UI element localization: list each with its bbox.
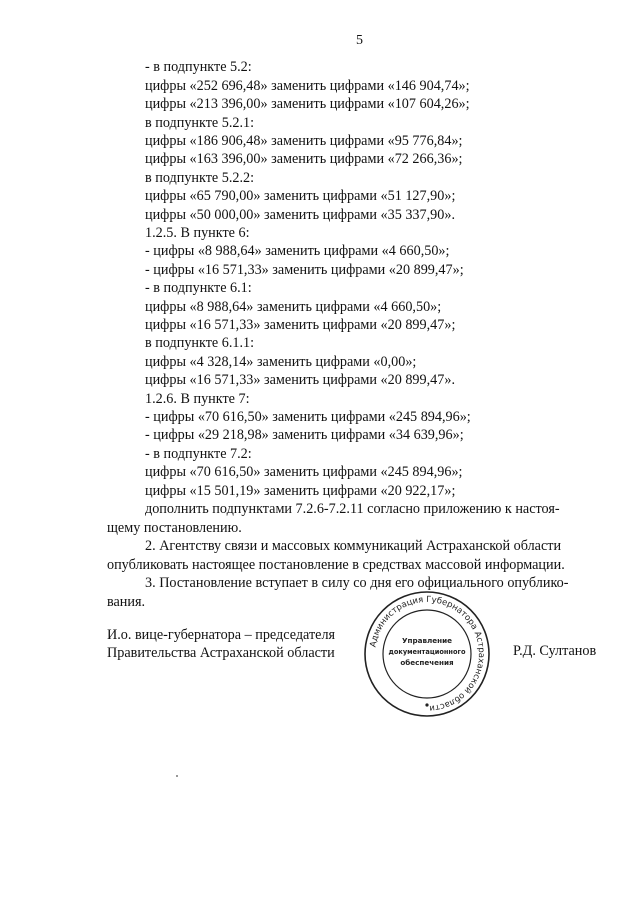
amendment-line: - цифры «8 988,64» заменить цифрами «4 660,50»; xyxy=(145,243,450,259)
amendment-line: цифры «8 988,64» заменить цифрами «4 660,50»; xyxy=(145,299,442,315)
seal-center-line: обеспечения xyxy=(400,658,454,667)
signatory-title xyxy=(107,626,335,662)
amendment-line: цифры «15 501,19» заменить цифрами «20 922,17»; xyxy=(145,483,456,499)
amendment-line: цифры «163 396,00» заменить цифрами «72 266,36»; xyxy=(145,151,463,167)
seal-center-line: документационного xyxy=(388,648,466,656)
amendment-line: цифры «70 616,50» заменить цифрами «245 894,96»; xyxy=(145,464,463,480)
amendment-line: цифры «65 790,00» заменить цифрами «51 127,90»; xyxy=(145,188,456,204)
paragraph-continuation: вания. xyxy=(107,593,146,610)
page-number: 5 xyxy=(356,33,363,48)
amendment-line: цифры «252 696,48» заменить цифрами «146 904,74»; xyxy=(145,78,470,94)
official-seal xyxy=(358,590,496,718)
amendment-line: - в подпункте 7.2: xyxy=(145,446,252,462)
scan-speck xyxy=(176,775,178,777)
signatory-name: Р.Д. Султанов xyxy=(513,643,597,659)
paragraph-continuation: щему постановлению. xyxy=(107,519,242,536)
amendment-line: цифры «4 328,14» заменить цифрами «0,00»; xyxy=(145,354,417,370)
amendment-line: цифры «186 906,48» заменить цифрами «95 776,84»; xyxy=(145,133,463,149)
paragraph-first-line: 2. Агентству связи и массовых коммуникаций Астраханской области xyxy=(145,538,562,554)
paragraph-first-line: дополнить подпунктами 7.2.6-7.2.11 согласно приложению к настоя- xyxy=(145,501,560,517)
amendment-line: 1.2.5. В пункте 6: xyxy=(145,225,250,241)
signatory-title-line: Правительства Астраханской области xyxy=(107,645,335,661)
amendment-line: цифры «16 571,33» заменить цифрами «20 899,47»; xyxy=(145,317,456,333)
amendment-line: - в подпункте 6.1: xyxy=(145,280,252,296)
amendment-line: - цифры «16 571,33» заменить цифрами «20 899,47»; xyxy=(145,262,464,278)
amendment-line: в подпункте 5.2.1: xyxy=(145,115,255,131)
amendment-line: цифры «213 396,00» заменить цифрами «107 604,26»; xyxy=(145,96,470,112)
amendment-line: - цифры «29 218,98» заменить цифрами «34 639,96»; xyxy=(145,427,464,443)
amendment-line: в подпункте 5.2.2: xyxy=(145,170,255,186)
paragraph-first-line: 3. Постановление вступает в силу со дня его официального опублико- xyxy=(145,575,569,591)
amendment-line: 1.2.6. В пункте 7: xyxy=(145,391,250,407)
amendment-line: цифры «50 000,00» заменить цифрами «35 337,90». xyxy=(145,207,455,223)
paragraph-addition xyxy=(107,500,616,537)
signatory-title-line: И.о. вице-губернатора – председателя xyxy=(107,627,336,643)
amendment-line: - цифры «70 616,50» заменить цифрами «245 894,96»; xyxy=(145,409,471,425)
seal-center-line: Управление xyxy=(401,636,453,645)
amendment-line: в подпункте 6.1.1: xyxy=(145,335,255,351)
amendment-line: - в подпункте 5.2: xyxy=(145,59,252,75)
seal-ring-text: Администрация Губернатора Астраханской области xyxy=(368,594,487,714)
paragraph-continuation: опубликовать настоящее постановление в средствах массовой информации. xyxy=(107,556,565,573)
paragraph-publication xyxy=(107,537,616,574)
amendment-line: цифры «16 571,33» заменить цифрами «20 899,47». xyxy=(145,372,455,388)
